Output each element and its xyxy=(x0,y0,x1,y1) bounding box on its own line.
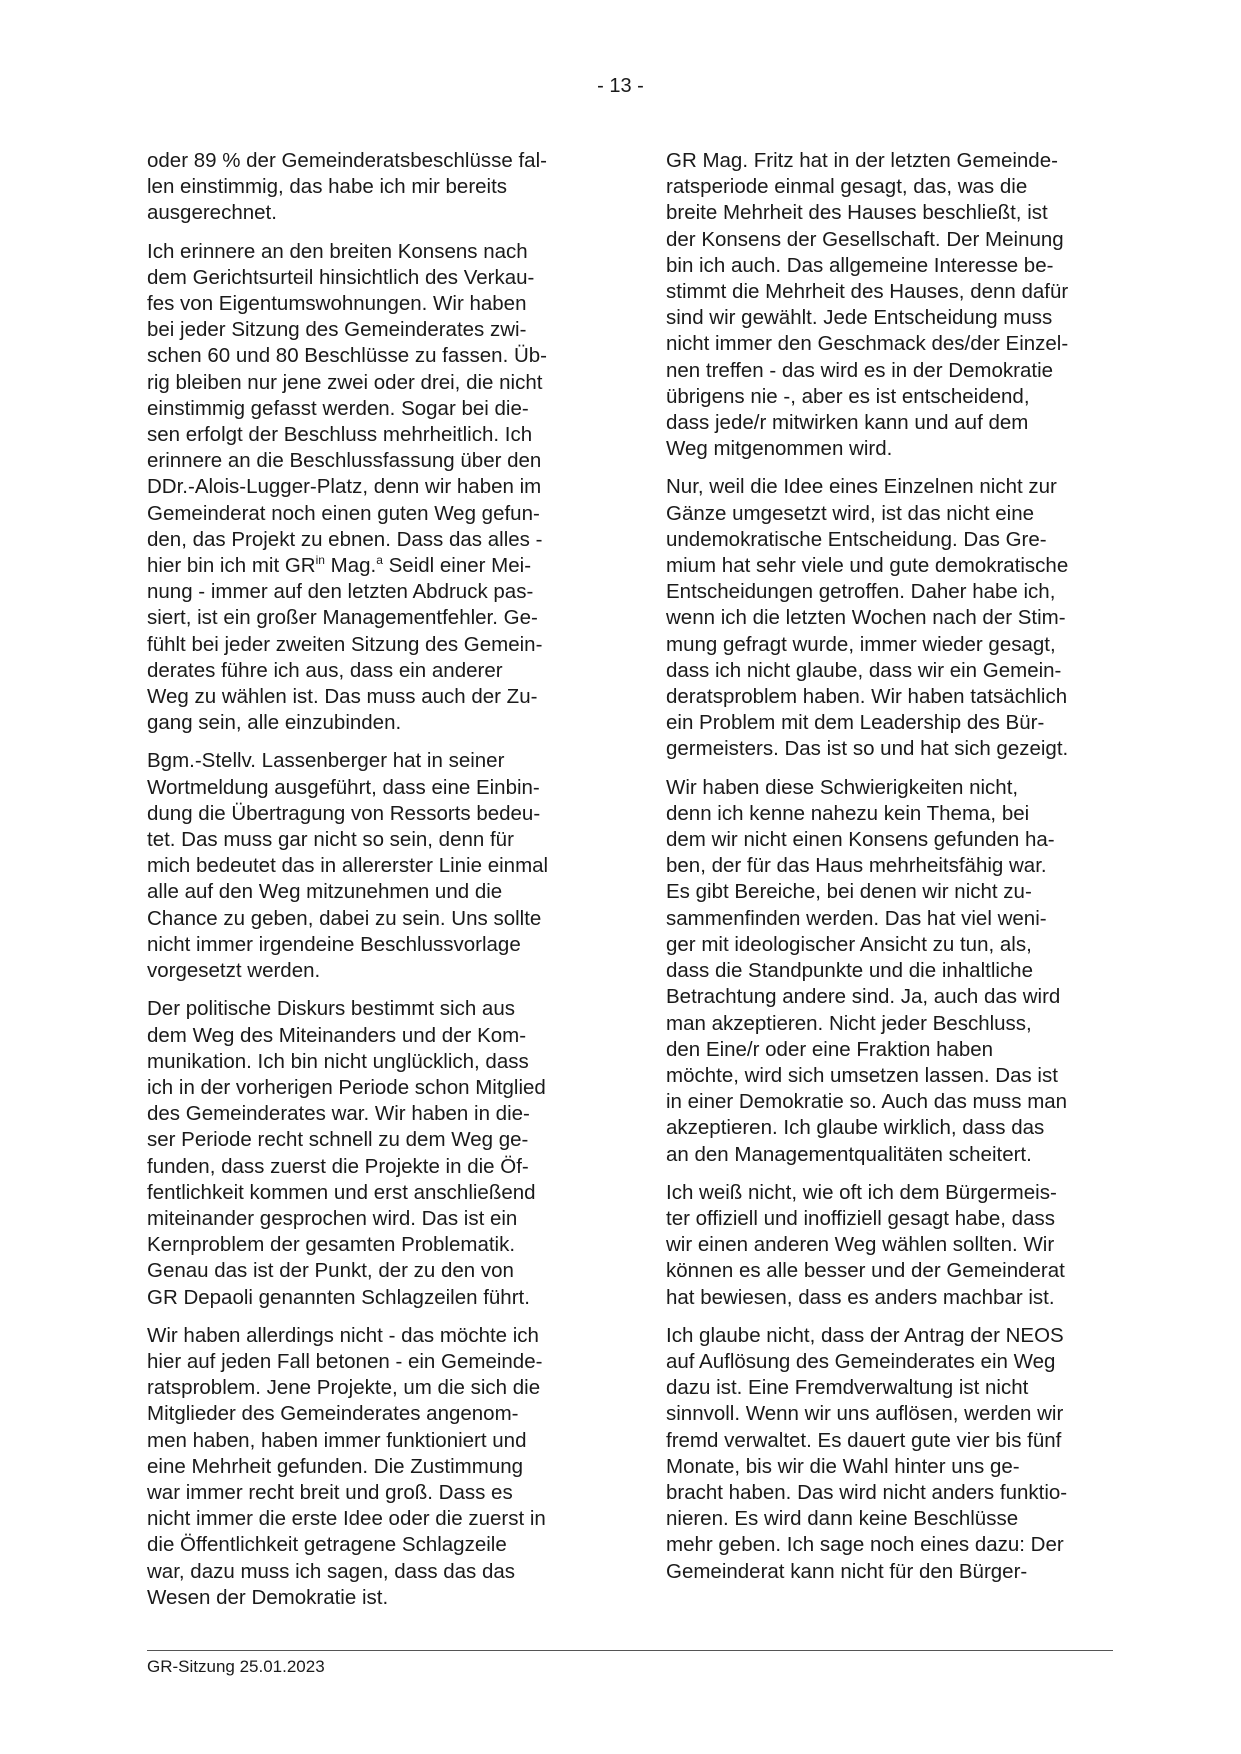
paragraph: Ich weiß nicht, wie oft ich dem Bürgermeis- ter offiziell und inoffiziell gesagt habe, dass wir einen anderen Weg wählen sollten. Wir können es alle besser und der Gemeinderat hat bewiesen, dass es anders machbar ist. xyxy=(666,1180,1065,1309)
superscript: in xyxy=(315,553,325,568)
paragraph: Der politische Diskurs bestimmt sich aus dem Weg des Miteinanders und der Kom- munikation. Ich bin nicht unglücklich, dass ich in der vorherigen Periode schon Mitglied des Gemeinderates war. Wir haben in die- ser Periode recht schnell zu dem Weg ge- funden, dass zuerst die Projekte in die Öf- fentlichkeit kommen und erst anschließend miteinander gesprochen wird. Das ist ein Kernproblem der gesamten Problematik. Genau das ist der Punkt, der zu den von GR Depaoli genannten Schlagzeilen führt. xyxy=(147,997,546,1309)
paragraph-text: Mag. xyxy=(324,554,377,578)
paragraph-text: Seidl einer Mei- nung - immer auf den letzten Abdruck pas- siert, ist ein großer Managementfehler. Ge- fühlt bei jeder zweiten Sitzung des Gemein- derates führe ich aus, dass ein anderer Weg zu wählen ist. Das muss auch der Zu- gang sein, alle einzubinden. xyxy=(147,554,543,735)
superscript: a xyxy=(376,553,383,568)
paragraph: Nur, weil die Idee eines Einzelnen nicht zur Gänze umgesetzt wird, ist das nicht eine undemokratische Entscheidung. Das Gre- mium hat sehr viele und gute demokratische Entscheidungen getroffen. Daher habe ich, wenn ich die letzten Wochen nach der Stim- mung gefragt wurde, immer wieder gesagt, dass ich nicht glaube, dass wir ein Gemein- deratsproblem haben. Wir haben tatsächlich ein Problem mit dem Leadership des Bür- germeisters. Das ist so und hat sich gezeigt. xyxy=(666,475,1069,761)
paragraph: Bgm.-Stellv. Lassenberger hat in seiner Wortmeldung ausgeführt, dass eine Einbin- dung die Übertragung von Ressorts bedeu- tet. Das muss gar nicht so sein, denn für mich bedeutet das in allererster Linie einmal alle auf den Weg mitzunehmen und die Chance zu geben, dabei zu sein. Uns sollte nicht immer irgendeine Beschlussvorlage vorgesetzt werden. xyxy=(147,749,549,983)
right-column xyxy=(666,148,1122,1597)
left-column xyxy=(147,148,603,1623)
footer-divider xyxy=(147,1650,1113,1651)
paragraph: oder 89 % der Gemeinderatsbeschlüsse fal- len einstimmig, das habe ich mir bereits ausgerechnet. xyxy=(147,149,547,225)
paragraph xyxy=(147,239,603,737)
paragraph: Ich glaube nicht, dass der Antrag der NEOS auf Auflösung des Gemeinderates ein Weg dazu ist. Eine Fremdverwaltung ist nicht sinnvoll. Wenn wir uns auflösen, werden wir fremd verwaltet. Es dauert gute vier bis fünf Monate, bis wir die Wahl hinter uns ge- bracht haben. Das wird nicht anders funktio- nieren. Es wird dann keine Beschlüsse mehr geben. Ich sage noch eines dazu: Der Gemeinderat kann nicht für den Bürger- xyxy=(666,1323,1068,1583)
paragraph: Wir haben allerdings nicht - das möchte ich hier auf jeden Fall betonen - ein Gemeinde- ratsproblem. Jene Projekte, um die sich die Mitglieder des Gemeinderates angenom- men haben, haben immer funktioniert und eine Mehrheit gefunden. Die Zustimmung war immer recht breit und groß. Dass es nicht immer die erste Idee oder die zuerst in die Öffentlichkeit getragene Schlagzeile war, dazu muss ich sagen, dass das das Wesen der Demokratie ist. xyxy=(147,1323,546,1609)
paragraph-text: Ich erinnere an den breiten Konsens nach dem Gerichtsurteil hinsichtlich des Verkau- fes von Eigentumswohnungen. Wir haben bei jeder Sitzung des Gemeinderates zwi- schen 60 und 80 Beschlüsse zu fassen. Üb- rig bleiben nur jene zwei oder drei, die nicht einstimmig gefasst werden. Sogar bei die- sen erfolgt der Beschluss mehrheitlich. Ich erinnere an die Beschlussfassung über den DDr.-Alois-Lugger-Platz, denn wir haben im Gemeinderat noch einen guten Weg gefun- den, das Projekt zu ebnen. Dass das alles - hier bin ich mit GR xyxy=(147,239,547,578)
page-number: - 13 - xyxy=(597,75,644,97)
footer-text: GR-Sitzung 25.01.2023 xyxy=(147,1657,325,1676)
paragraph: GR Mag. Fritz hat in der letzten Gemeinde- ratsperiode einmal gesagt, das, was die breite Mehrheit des Hauses beschließt, ist der Konsens der Gesellschaft. Der Meinung bin ich auch. Das allgemeine Interesse be- stimmt die Mehrheit des Hauses, denn dafür sind wir gewählt. Jede Entscheidung muss nicht immer den Geschmack des/der Einzel- nen treffen - das wird es in der Demokratie übrigens nie -, aber es ist entscheidend, dass jede/r mitwirken kann und auf dem Weg mitgenommen wird. xyxy=(666,149,1069,461)
paragraph: Wir haben diese Schwierigkeiten nicht, denn ich kenne nahezu kein Thema, bei dem wir nicht einen Konsens gefunden ha- ben, der für das Haus mehrheitsfähig war. Es gibt Bereiche, bei denen wir nicht zu- sammenfinden werden. Das hat viel weni- ger mit ideologischer Ansicht zu tun, als, dass die Standpunkte und die inhaltliche Betrachtung andere sind. Ja, auch das wird man akzeptieren. Nicht jeder Beschluss, den Eine/r oder eine Fraktion haben möchte, wird sich umsetzen lassen. Das ist in einer Demokratie so. Auch das muss man akzeptieren. Ich glaube wirklich, dass das an den Managementqualitäten scheitert. xyxy=(666,775,1068,1166)
